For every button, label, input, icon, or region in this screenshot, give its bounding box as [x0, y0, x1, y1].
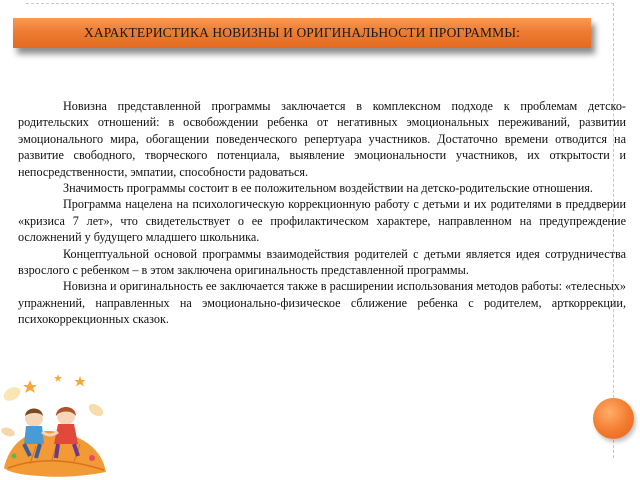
paragraph-aim: Программа нацелена на психологическую коррекционную работу с детьми и их родителями в преддверии «кризиса 7 лет», что свидетельствует о ее профилактическом характере, направленном на предупреждение осложнений у будущего младшего школьника. [18, 197, 626, 245]
slide-title: ХАРАКТЕРИСТИКА НОВИЗНЫ И ОРИГИНАЛЬНОСТИ ПРОГРАММЫ: [84, 25, 520, 40]
paragraph-novelty: Новизна представленной программы заключается в комплексном подходе к проблемам детско-родительских отношений: в освобождении ребенка от негативных эмоциональных переживаний, развитии эмоционального мира, обогащении поведенческого репертуара участников. Достаточно времени отводится на развитие свободного, творческого потенциала, выявление эмоциональности участников, их открытости и непосредственности, эмпатии, способности радоваться. [18, 99, 626, 179]
slide-body-text [18, 98, 626, 328]
title-banner [13, 18, 591, 48]
orange-circle-ornament [593, 398, 634, 439]
paragraph-significance: Значимость программы состоит в ее положительном воздействии на детско-родительские отношения. [63, 181, 593, 196]
paragraph-originality: Новизна и оригинальность ее заключается также в расширении использования методов работы: «телесных» упражнений, направленных на эмоционально-физическое сближение ребенка с родителем, арткоррекции, психокоррекционных сказок. [18, 279, 626, 327]
children-on-autumn-leaf-illustration [0, 372, 110, 480]
paragraph-concept: Концептуальной основой программы взаимодействия родителей с детьми является идея сотрудничества взрослого с ребенком – в этом заключена оригинальность представленной программы. [18, 246, 626, 278]
frame-top-dashed-line [26, 3, 614, 4]
